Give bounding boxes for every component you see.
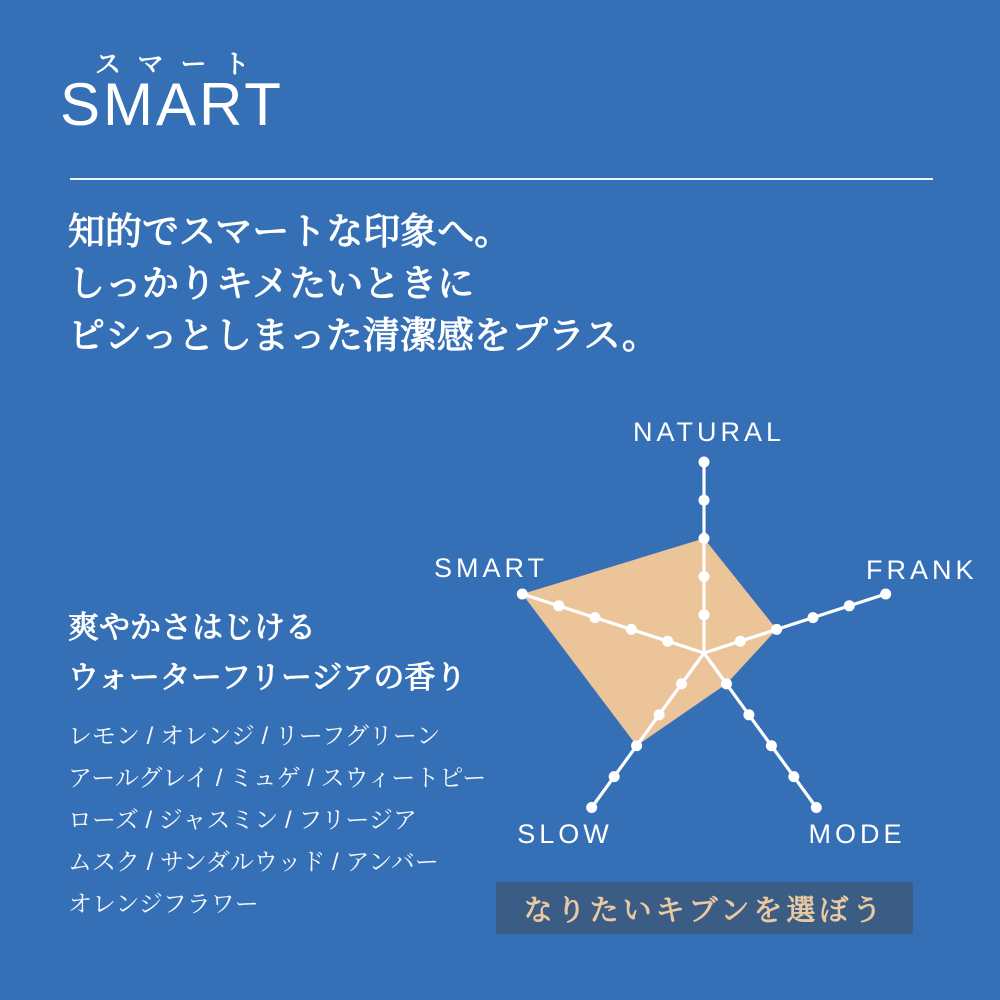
description-line: 知的でスマートな印象へ。 (68, 211, 512, 252)
radar-axis-label-slow: SLOW (517, 819, 613, 849)
fragrance-notes-line: ムスク / サンダルウッド / アンバー (68, 849, 439, 876)
fragrance-notes-line: アールグレイ / ミュゲ / スウィートピー (68, 765, 487, 792)
title-furigana: スマート (95, 49, 267, 79)
radar-axis-label-mode: MODE (808, 819, 906, 849)
radar-axis-label-frank: FRANK (866, 555, 978, 585)
page-title: SMART (60, 71, 284, 138)
fragrance-notes-line: オレンジフラワー (68, 891, 259, 918)
fragrance-notes-line: ローズ / ジャスミン / フリージア (68, 807, 417, 834)
fragrance-notes-line: レモン / オレンジ / リーフグリーン (68, 723, 441, 750)
mood-selector-banner: なりたいキブンを選ぼう (496, 882, 913, 934)
description-line: ピシっとしまった清潔感をプラス。 (68, 315, 659, 356)
fragrance-headline-line: 爽やかさはじける (68, 610, 316, 645)
fragrance-headline-line: ウォーターフリージアの香り (68, 660, 467, 695)
radar-axis-label-smart: SMART (433, 553, 548, 583)
description-line: しっかりキメたいときに (68, 263, 475, 304)
radar-axis-label-natural: NATURAL (632, 417, 786, 447)
